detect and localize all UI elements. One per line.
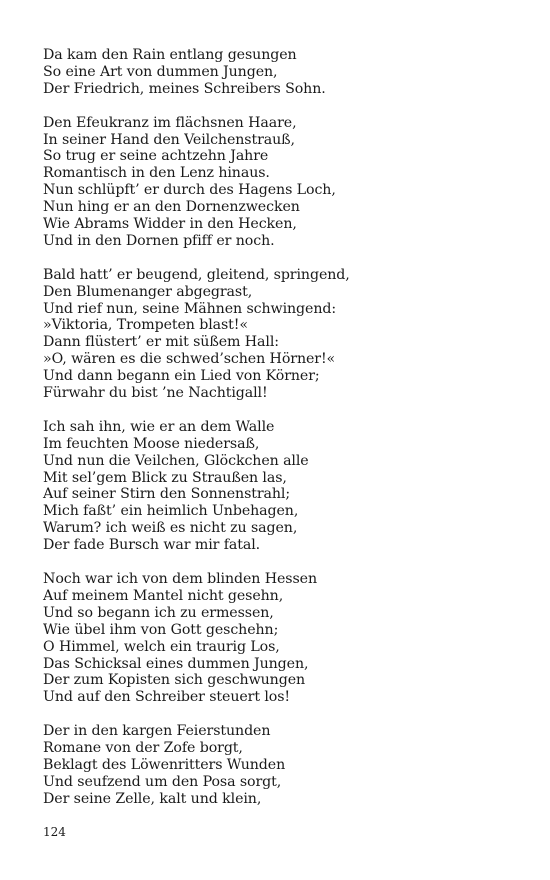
verse-line: Und auf den Schreiber steuert los! bbox=[43, 689, 291, 706]
verse-line: Dann flüstert’ er mit süßem Hall: bbox=[43, 334, 279, 351]
verse-line: Und seufzend um den Posa sorgt, bbox=[43, 773, 282, 790]
verse-line: Bald hatt’ er beugend, gleitend, springend, bbox=[43, 266, 350, 283]
verse-line: Romantisch in den Lenz hinaus. bbox=[43, 165, 270, 182]
verse-line: Nun hing er an den Dornenzwecken bbox=[43, 199, 300, 216]
stanza-5 bbox=[43, 571, 523, 706]
verse-line: Nun schlüpft’ er durch des Hagens Loch, bbox=[43, 182, 336, 199]
verse-line: »Viktoria, Trompeten blast!« bbox=[43, 317, 248, 334]
verse-line: So eine Art von dummen Jungen, bbox=[43, 63, 278, 80]
stanza-1 bbox=[43, 47, 523, 98]
verse-line: Warum? ich weiß es nicht zu sagen, bbox=[43, 520, 298, 537]
verse-line: Das Schicksal eines dummen Jungen, bbox=[43, 655, 309, 672]
verse-line: Der Friedrich, meines Schreibers Sohn. bbox=[43, 80, 326, 97]
verse-line: Der zum Kopisten sich geschwungen bbox=[43, 672, 306, 689]
verse-line: Mit sel’gem Blick zu Straußen las, bbox=[43, 469, 287, 486]
stanza-6 bbox=[43, 723, 523, 807]
verse-line: Und rief nun, seine Mähnen schwingend: bbox=[43, 300, 337, 317]
verse-line: Den Blumenanger abgegrast, bbox=[43, 283, 253, 300]
verse-line: Wie übel ihm von Gott geschehn; bbox=[43, 621, 279, 638]
verse-line: Der fade Bursch war mir fatal. bbox=[43, 537, 261, 554]
stanza-3 bbox=[43, 267, 523, 402]
verse-line: Und in den Dornen pfiff er noch. bbox=[43, 232, 275, 249]
verse-line: Den Efeukranz im flächsnen Haare, bbox=[43, 114, 297, 131]
verse-line: Wie Abrams Widder in den Hecken, bbox=[43, 216, 297, 233]
verse-line: Noch war ich von dem blinden Hessen bbox=[43, 571, 318, 588]
verse-line: Fürwahr du bist ’ne Nachtigall! bbox=[43, 385, 268, 402]
stanza-4 bbox=[43, 419, 523, 554]
stanza-2 bbox=[43, 115, 523, 250]
verse-line: »O, wären es die schwed’schen Hörner!« bbox=[43, 351, 336, 368]
verse-line: Und dann begann ein Lied von Körner; bbox=[43, 368, 320, 385]
verse-line: Da kam den Rain entlang gesungen bbox=[43, 47, 297, 63]
verse-line: Beklagt des Löwenritters Wunden bbox=[43, 756, 286, 773]
verse-line: O Himmel, welch ein traurig Los, bbox=[43, 638, 280, 655]
verse-line: So trug er seine achtzehn Jahre bbox=[43, 148, 269, 165]
verse-line: Ich sah ihn, wie er an dem Walle bbox=[43, 418, 275, 435]
verse-line: Mich faßt’ ein heimlich Unbehagen, bbox=[43, 503, 299, 520]
verse-line: Im feuchten Moose niedersaß, bbox=[43, 435, 260, 452]
verse-line: Und nun die Veilchen, Glöckchen alle bbox=[43, 452, 309, 469]
verse-line: Und so begann ich zu ermessen, bbox=[43, 604, 274, 621]
page-number: 124 bbox=[43, 825, 66, 839]
poem-text bbox=[43, 47, 523, 825]
verse-line: In seiner Hand den Veilchenstrauß, bbox=[43, 131, 295, 148]
verse-line: Der in den kargen Feierstunden bbox=[43, 723, 271, 740]
verse-line: Der seine Zelle, kalt und klein, bbox=[43, 790, 262, 807]
verse-line: Romane von der Zofe borgt, bbox=[43, 740, 243, 757]
verse-line: Auf meinem Mantel nicht gesehn, bbox=[43, 587, 284, 604]
verse-line: Auf seiner Stirn den Sonnenstrahl; bbox=[43, 486, 291, 503]
